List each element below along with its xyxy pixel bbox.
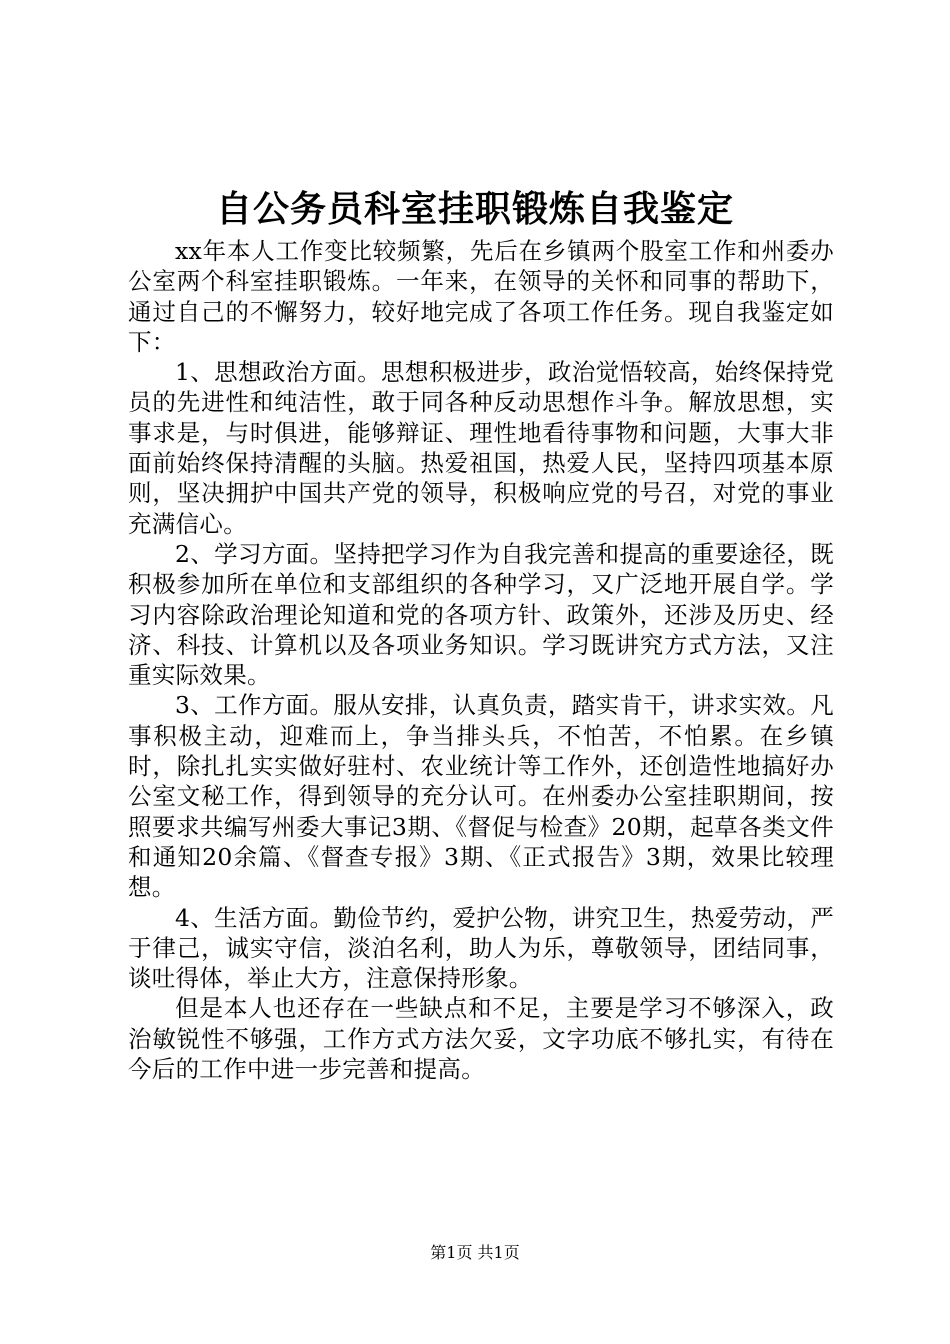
document-title: 自公务员科室挂职锻炼自我鉴定 bbox=[215, 188, 734, 230]
document-body bbox=[128, 236, 834, 1084]
paragraph-political: 1、思想政治方面。思想积极进步，政治觉悟较高，始终保持党员的先进性和纯洁性，敢于同各种反动思想作斗争。解放思想，实事求是，与时俱进，能够辩证、理性地看待事物和问题，大事大非面前始终保持清醒的头脑。热爱祖国，热爱人民，坚持四项基本原则，坚决拥护中国共产党的领导，积极响应党的号召，对党的事业充满信心。 bbox=[128, 358, 834, 538]
paragraph-work: 3、工作方面。服从安排，认真负责，踏实肯干，讲求实效。凡事积极主动，迎难而上，争当排头兵，不怕苦，不怕累。在乡镇时，除扎扎实实做好驻村、农业统计等工作外，还创造性地搞好办公室文秘工作，得到领导的充分认可。在州委办公室挂职期间，按照要求共编写州委大事记3期、《督促与检查》20期，起草各类文件和通知20余篇、《督查专报》3期、《正式报告》3期，效果比较理想。 bbox=[128, 691, 834, 902]
paragraph-shortcomings: 但是本人也还存在一些缺点和不足，主要是学习不够深入，政治敏锐性不够强，工作方式方法欠妥，文字功底不够扎实，有待在今后的工作中进一步完善和提高。 bbox=[128, 994, 834, 1084]
page-footer: 第1页 共1页 bbox=[430, 1243, 520, 1262]
paragraph-intro: xx年本人工作变比较频繁，先后在乡镇两个股室工作和州委办公室两个科室挂职锻炼。一年来，在领导的关怀和同事的帮助下，通过自己的不懈努力，较好地完成了各项工作任务。现自我鉴定如下： bbox=[128, 237, 834, 356]
paragraph-life: 4、生活方面。勤俭节约，爱护公物，讲究卫生，热爱劳动，严于律己，诚实守信，淡泊名利，助人为乐，尊敬领导，团结同事，谈吐得体，举止大方，注意保持形象。 bbox=[128, 903, 834, 993]
paragraph-study: 2、学习方面。坚持把学习作为自我完善和提高的重要途径，既积极参加所在单位和支部组织的各种学习，又广泛地开展自学。学习内容除政治理论知道和党的各项方针、政策外，还涉及历史、经济、科技、计算机以及各项业务知识。学习既讲究方式方法，又注重实际效果。 bbox=[128, 539, 834, 690]
